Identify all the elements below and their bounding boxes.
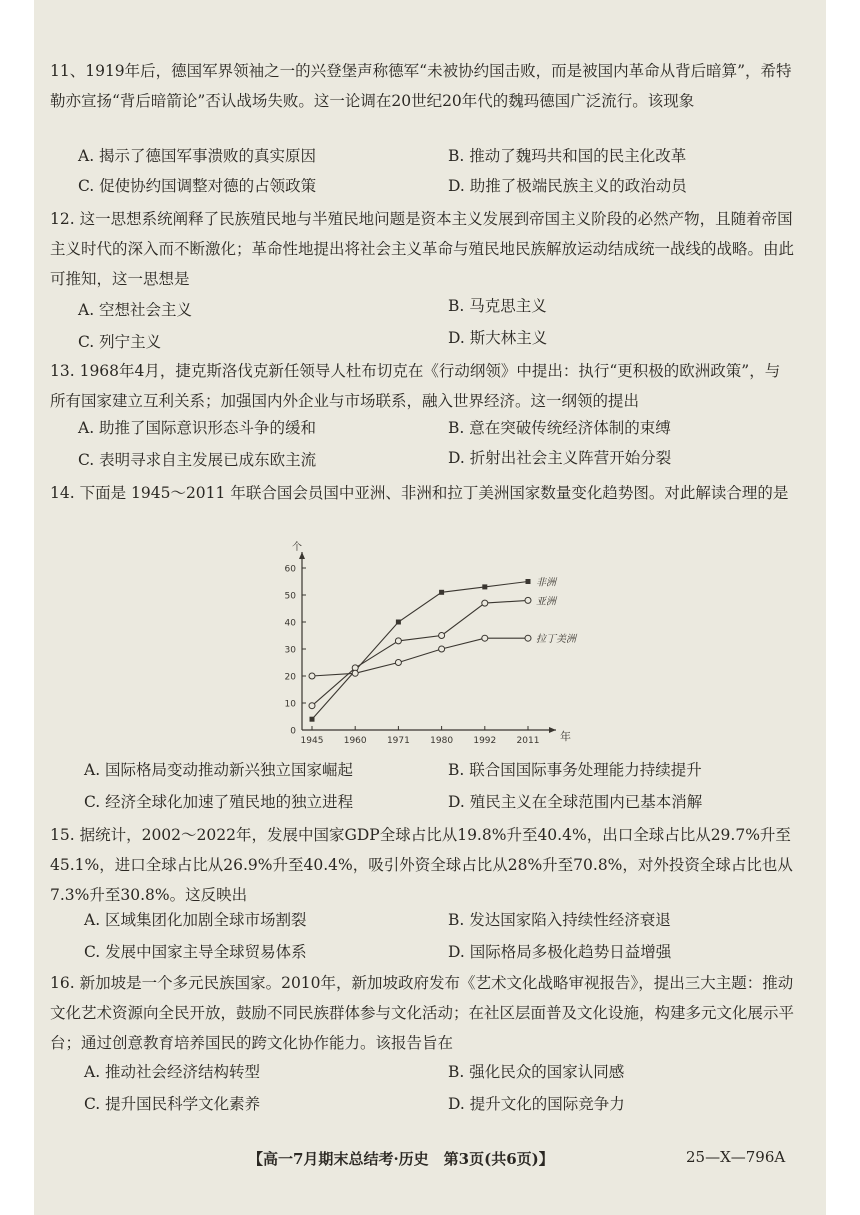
q13-option-d: D. 折射出社会主义阵营开始分裂 <box>448 449 672 467</box>
question-12-stem: 12. 这一思想系统阐释了民族殖民地与半殖民地问题是资本主义发展到帝国主义阶段的必然产物，且随着帝国主义时代的深入而不断激化；革命性地提出将社会主义革命与殖民地民族解放运动结成统一战线的战略。由此可推知，这一思想是 <box>50 210 795 288</box>
question-15-stem: 15. 据统计，2002～2022年，发展中国家GDP全球占比从19.8%升至40.4%，出口全球占比从29.7%升至45.1%，进口全球占比从26.9%升至40.4%，吸引外资全球占比从28%升至70.8%，对外投资全球占比也从7.3%升至30.8%。这反映出 <box>50 826 793 904</box>
q11-option-a: A. 揭示了德国军事溃败的真实原因 <box>78 147 317 165</box>
data-point <box>482 600 488 606</box>
q15-option-d: D. 国际格局多极化趋势日益增强 <box>448 943 672 961</box>
x-tick-label: 1971 <box>386 736 410 746</box>
question-11-stem: 11、1919年后，德国军界领袖之一的兴登堡声称德军“未被协约国击败，而是被国内革命从背后暗算”，希特勒亦宣扬“背后暗箭论”否认战场失败。这一论调在20世纪20年代的魏玛德国广泛流行。该现象 <box>50 62 792 110</box>
series-label: 非洲 <box>536 577 556 589</box>
y-axis-label: 个 <box>292 542 302 553</box>
data-point <box>439 633 445 639</box>
question-15 <box>50 820 795 910</box>
q11-option-c: C. 促使协约国调整对德的占领政策 <box>78 177 317 195</box>
q12-option-b: B. 马克思主义 <box>448 297 547 315</box>
x-tick-label: 2011 <box>516 736 540 746</box>
x-tick-label: 1960 <box>343 736 367 746</box>
y-tick-label: 40 <box>284 618 296 629</box>
question-14 <box>50 478 795 508</box>
q11-option-b: B. 推动了魏玛共和国的民主化改革 <box>448 147 687 165</box>
question-11 <box>50 56 795 116</box>
q13-option-a: A. 助推了国际意识形态斗争的缓和 <box>78 419 317 437</box>
q14-option-a: A. 国际格局变动推动新兴独立国家崛起 <box>84 761 354 779</box>
q16-option-b: B. 强化民众的国家认同感 <box>448 1063 625 1081</box>
data-point <box>482 584 487 589</box>
series-label: 拉丁美洲 <box>536 634 576 646</box>
q12-option-c: C. 列宁主义 <box>78 333 162 351</box>
data-point <box>309 703 315 709</box>
y-tick-label: 60 <box>284 564 296 575</box>
series-line-2 <box>312 638 528 676</box>
page-footer: 【高一7月期末总结考·历史 第3页(共6页)】 <box>248 1150 554 1168</box>
q13-option-b: B. 意在突破传统经济体制的束缚 <box>448 419 671 437</box>
q13-option-c: C. 表明寻求自主发展已成东欧主流 <box>78 451 317 469</box>
y-tick-label: 0 <box>290 726 296 737</box>
data-point <box>309 673 315 679</box>
data-point <box>439 646 445 652</box>
x-axis-label: 年 <box>560 730 571 743</box>
data-point <box>526 579 531 584</box>
x-axis-arrow <box>549 727 556 733</box>
data-point <box>395 638 401 644</box>
q12-option-d: D. 斯大林主义 <box>448 329 548 347</box>
q14-option-d: D. 殖民主义在全球范围内已基本消解 <box>448 793 703 811</box>
q14-option-b: B. 联合国国际事务处理能力持续提升 <box>448 761 702 779</box>
q15-option-b: B. 发达国家陷入持续性经济衰退 <box>448 911 671 929</box>
series-line-1 <box>312 600 528 705</box>
data-point <box>525 597 531 603</box>
data-point <box>352 670 358 676</box>
question-13 <box>50 356 795 416</box>
question-12 <box>50 204 795 294</box>
q12-option-a: A. 空想社会主义 <box>78 301 193 319</box>
question-16 <box>50 968 795 1058</box>
y-tick-label: 50 <box>284 591 296 602</box>
q14-option-c: C. 经济全球化加速了殖民地的独立进程 <box>84 793 354 811</box>
question-13-stem: 13. 1968年4月，捷克斯洛伐克新任领导人杜布切克在《行动纲领》中提出：执行“更积极的欧洲政策”，与所有国家建立互利关系；加强国内外企业与市场联系，融入世界经济。这一纲领的提出 <box>50 362 781 410</box>
q16-option-d: D. 提升文化的国际竞争力 <box>448 1095 625 1113</box>
y-axis-arrow <box>299 552 305 559</box>
q16-option-a: A. 推动社会经济结构转型 <box>84 1063 261 1081</box>
x-tick-label: 1945 <box>300 736 324 746</box>
q15-option-a: A. 区域集团化加剧全球市场割裂 <box>84 911 307 929</box>
q16-option-c: C. 提升国民科学文化素养 <box>84 1095 261 1113</box>
data-point <box>482 635 488 641</box>
x-tick-label: 1980 <box>430 736 454 746</box>
exam-code: 25—X—796A <box>686 1148 786 1166</box>
country-count-line-chart <box>240 538 600 750</box>
y-tick-label: 10 <box>284 699 296 710</box>
question-16-stem: 16. 新加坡是一个多元民族国家。2010年，新加坡政府发布《艺术文化战略审视报告》，提出三大主题：推动文化艺术资源向全民开放，鼓励不同民族群体参与文化活动；在社区层面普及文化设施，构建多元文化展示平台；通过创意教育培养国民的跨文化协作能力。该报告旨在 <box>50 974 795 1052</box>
data-point <box>439 590 444 595</box>
q15-option-c: C. 发展中国家主导全球贸易体系 <box>84 943 307 961</box>
series-label: 亚洲 <box>536 596 556 608</box>
y-tick-label: 20 <box>284 672 296 683</box>
question-14-stem: 14. 下面是 1945～2011 年联合国会员国中亚洲、非洲和拉丁美洲国家数量变化趋势图。对此解读合理的是 <box>50 484 789 502</box>
y-tick-label: 30 <box>284 645 296 656</box>
data-point <box>525 635 531 641</box>
x-tick-label: 1992 <box>473 736 497 746</box>
data-point <box>395 660 401 666</box>
q11-option-d: D. 助推了极端民族主义的政治动员 <box>448 177 687 195</box>
data-point <box>396 620 401 625</box>
data-point <box>310 717 315 722</box>
